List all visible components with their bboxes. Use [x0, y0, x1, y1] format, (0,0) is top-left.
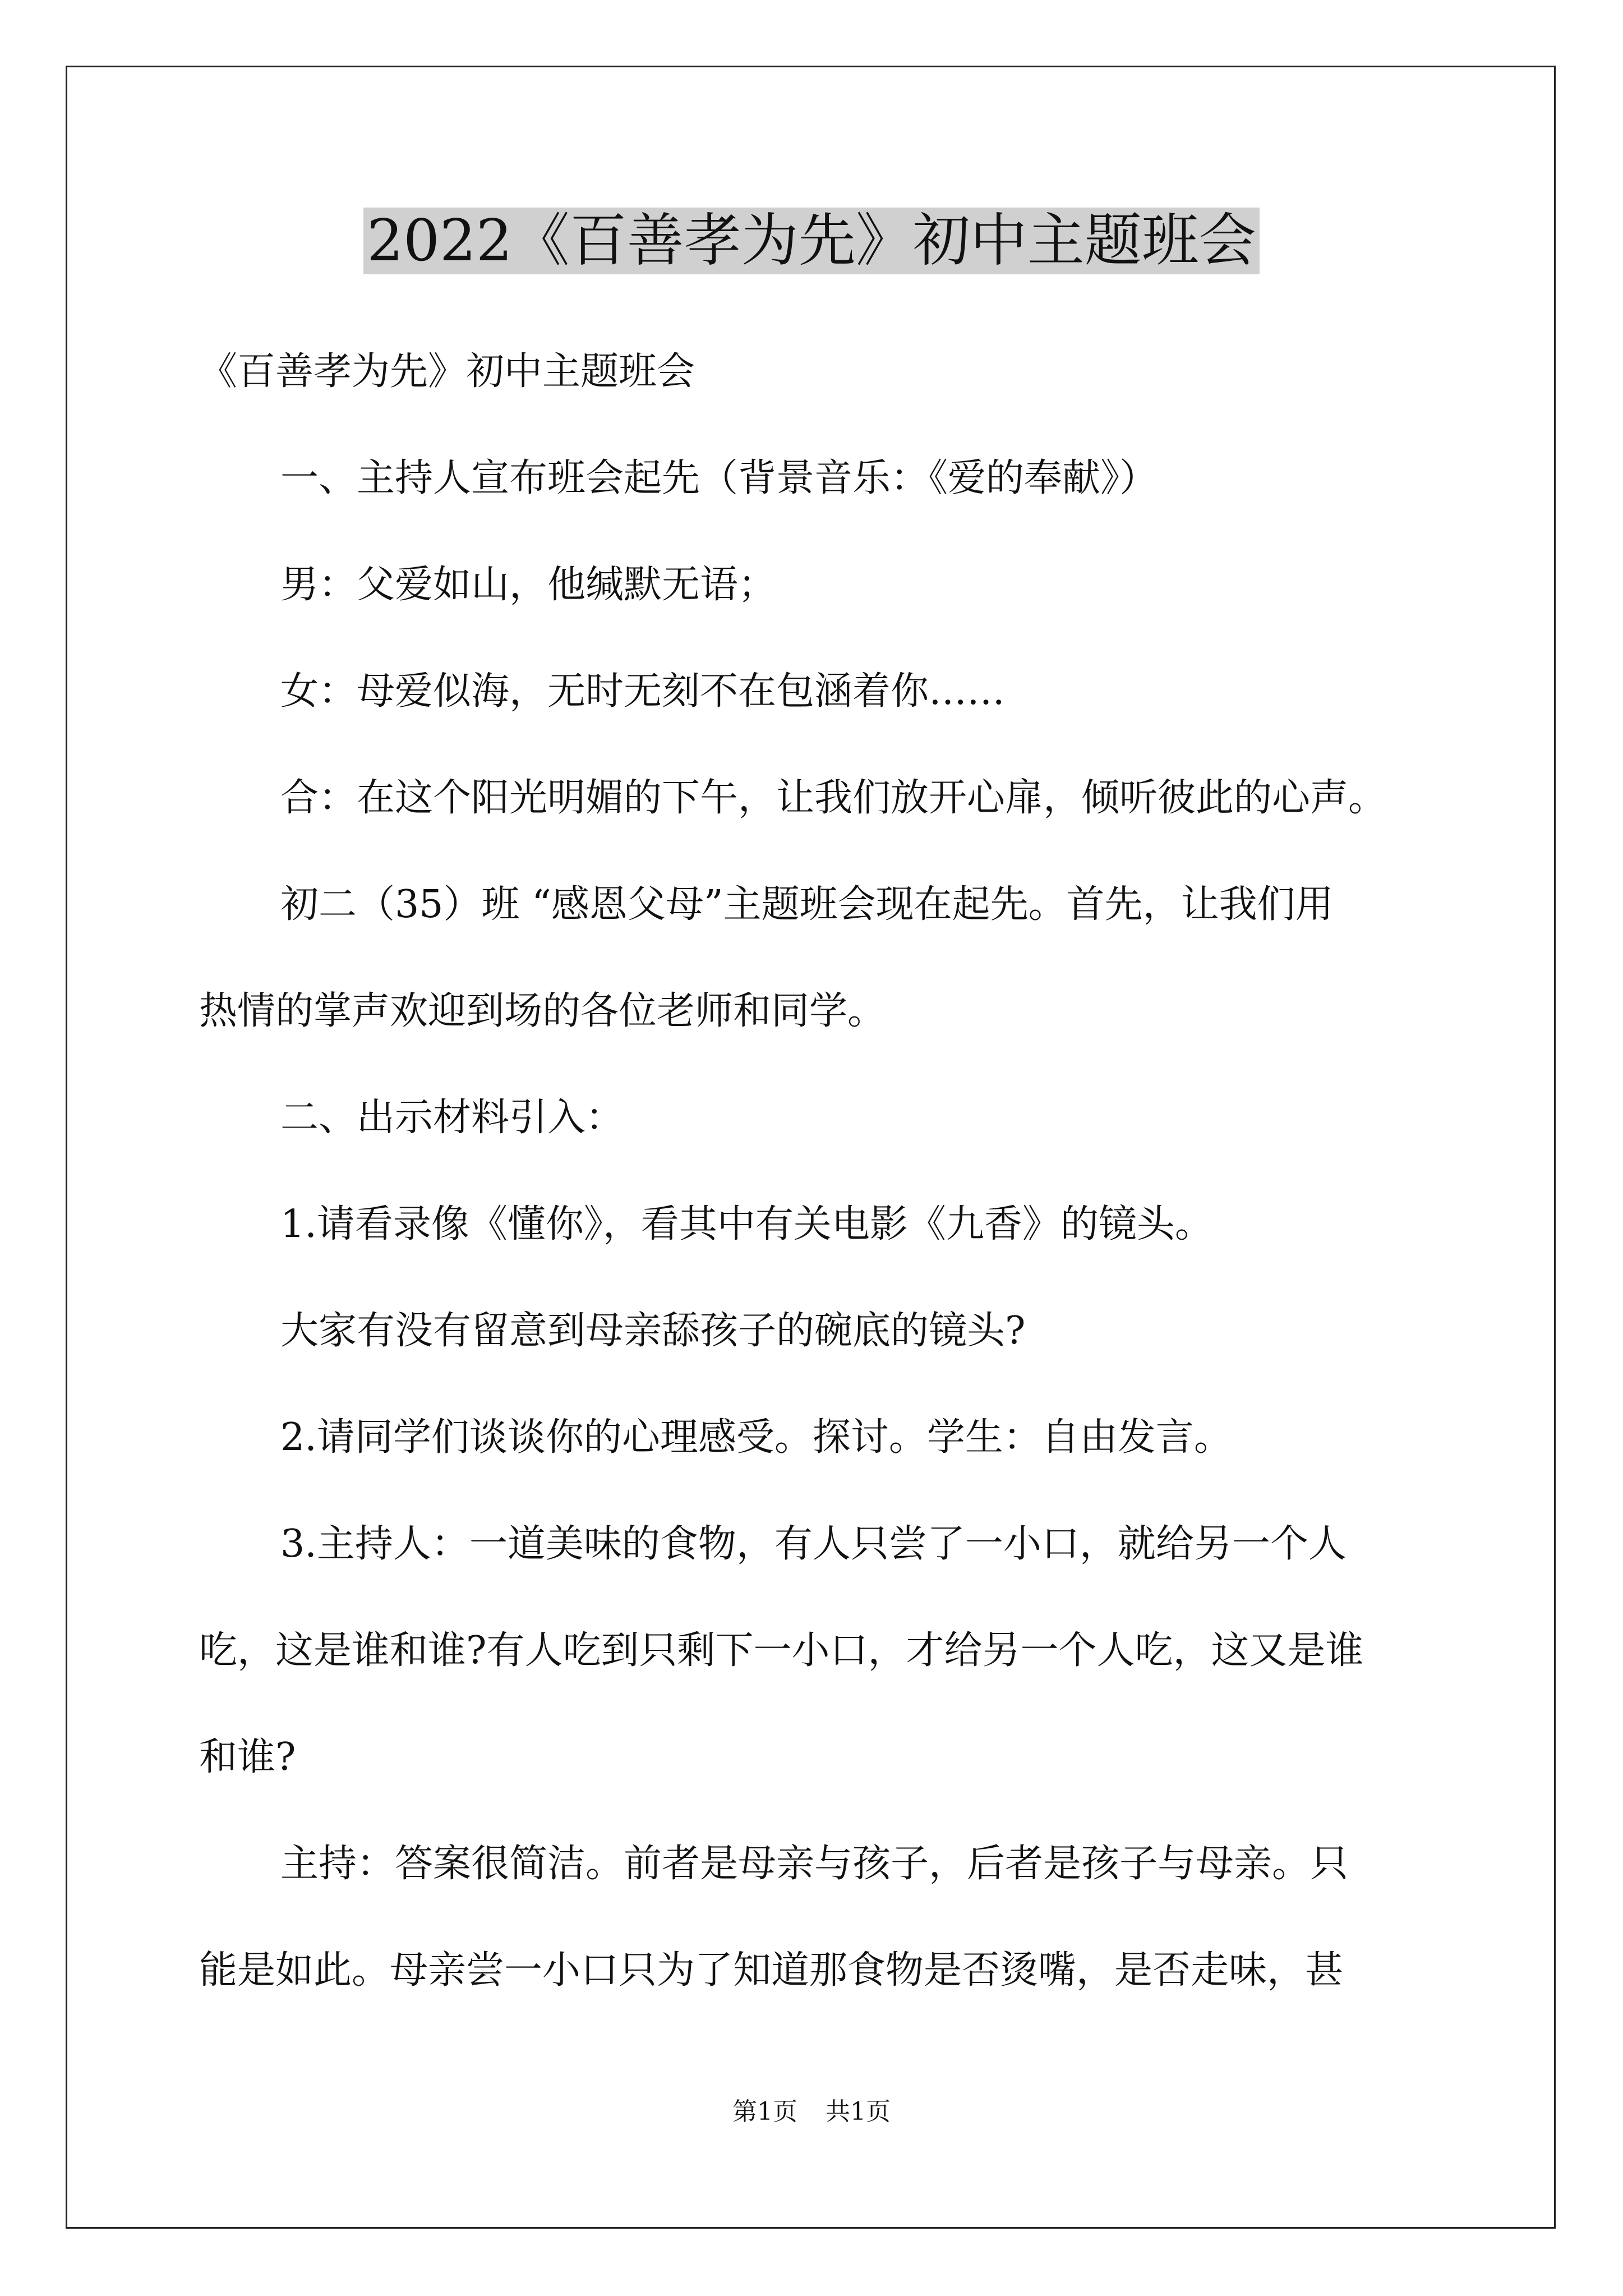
- page-footer: [0, 2095, 1623, 2129]
- paragraph-7: [199, 1065, 1467, 1171]
- paragraph-line: 和谁?: [199, 1735, 296, 1779]
- paragraph-6: [199, 852, 1467, 1065]
- page-total: 共1页: [826, 2097, 891, 2126]
- paragraph-line: 二、出示材料引入：: [280, 1096, 624, 1140]
- paragraph-1: [199, 319, 1467, 425]
- paragraph-line: 合：在这个阳光明媚的下午，让我们放开心扉，倾听彼此的心声。: [280, 776, 1387, 820]
- paragraph-line: 1.请看录像《懂你》，看其中有关电影《九香》的镜头。: [280, 1202, 1213, 1246]
- paragraph-line: 能是如此。母亲尝一小口只为了知道那食物是否烫嘴，是否走味，甚: [199, 1948, 1344, 1993]
- paragraph-line: 女：母爱似海，无时无刻不在包涵着你……: [280, 669, 1006, 714]
- paragraph-line: 男：父爱如山，他缄默无语；: [280, 563, 777, 607]
- paragraph-10: [199, 1384, 1467, 1491]
- document-title-text: 2022《百善孝为先》初中主题班会: [363, 208, 1260, 274]
- paragraph-12: [199, 1811, 1467, 2024]
- paragraph-line: 初二（35）班 “感恩父母”主题班会现在起先。首先，让我们用: [280, 882, 1334, 927]
- paragraph-line: 一、主持人宣布班会起先（背景音乐：《爱的奉献》）: [280, 456, 1158, 500]
- paragraph-line: 2.请同学们谈谈你的心理感受。探讨。学生：自由发言。: [280, 1415, 1232, 1460]
- paragraph-9: [199, 1278, 1467, 1384]
- document-title: [0, 199, 1623, 283]
- paragraph-line: 热情的掌声欢迎到场的各位老师和同学。: [199, 989, 886, 1033]
- paragraph-line: 主持：答案很简洁。前者是母亲与孩子，后者是孩子与母亲。只: [280, 1842, 1349, 1886]
- paragraph-line: 《百善孝为先》初中主题班会: [199, 349, 695, 394]
- paragraph-line: 大家有没有留意到母亲舔孩子的碗底的镜头?: [280, 1309, 1026, 1353]
- paragraph-3: [199, 532, 1467, 638]
- paragraph-2: [199, 425, 1467, 532]
- paragraph-8: [199, 1171, 1467, 1278]
- paragraph-line: 3.主持人：一道美味的食物，有人只尝了一小口，就给另一个人: [280, 1522, 1347, 1566]
- paragraph-11: [199, 1491, 1467, 1811]
- paragraph-line: 吃，这是谁和谁?有人吃到只剩下一小口，才给另一个人吃，这又是谁: [199, 1628, 1364, 1673]
- paragraph-5: [199, 745, 1467, 852]
- paragraph-4: [199, 638, 1467, 745]
- page-number: 第1页: [732, 2097, 797, 2126]
